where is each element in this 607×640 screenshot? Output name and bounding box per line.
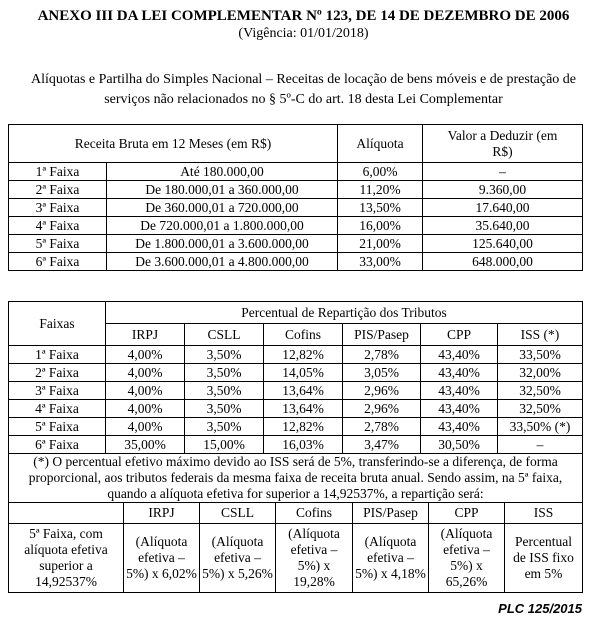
document-reference: PLC 125/2015 (498, 601, 582, 616)
table-cell: 43,40% (421, 418, 498, 436)
iss-footnote: (*) O percentual efetivo máximo devido ao ISS será de 5%, transferindo-se a diferença, de forma proporcional, aos tributos federais da mesma faixa de receita bruta anual. Sendo assim, na 5ª faixa, quando a alíquota efetiva for superior a 14,92537%, a repartição será: (9, 454, 583, 503)
table-cell: 4,00% (106, 382, 185, 400)
column-header-iss: ISS (505, 503, 583, 524)
aliquota-cell: 13,50% (338, 199, 423, 217)
deduzir-cell: 9.360,00 (423, 181, 583, 199)
table-cell: 33,50% (*) (498, 418, 583, 436)
table-cell: 2,78% (343, 346, 421, 364)
table-row (9, 199, 583, 217)
deduzir-cell: – (423, 163, 583, 181)
formula-cell: Percentual de ISS fixo em 5% (505, 524, 583, 593)
aliquota-cell: 6,00% (338, 163, 423, 181)
table-cell: 32,00% (498, 364, 583, 382)
faixa-cell: 6ª Faixa (9, 436, 106, 454)
footnote-row (9, 454, 583, 503)
table-row (9, 253, 583, 271)
table-reparticao-tributos (8, 301, 583, 503)
deduzir-cell: 35.640,00 (423, 217, 583, 235)
table-cell: 4,00% (106, 400, 185, 418)
table-aliquotas (8, 124, 583, 271)
deduzir-cell: 648.000,00 (423, 253, 583, 271)
column-header-irpj: IRPJ (106, 324, 185, 346)
aliquota-cell: 16,00% (338, 217, 423, 235)
table-cell: 4,00% (106, 346, 185, 364)
table-cell: 43,40% (421, 382, 498, 400)
table-cell: 2,96% (343, 382, 421, 400)
column-header-cpp: CPP (429, 503, 505, 524)
faixa-cell: 3ª Faixa (9, 382, 106, 400)
table-cell: 2,78% (343, 418, 421, 436)
table-cell: 16,03% (264, 436, 343, 454)
table-cell: 12,82% (264, 346, 343, 364)
table-cell: 3,50% (185, 364, 264, 382)
table-row (9, 400, 583, 418)
column-header-pis-pasep: PIS/Pasep (353, 503, 429, 524)
formula-cell: (Alíquota efetiva – 5%) x 19,28% (276, 524, 353, 593)
column-header-cofins: Cofins (264, 324, 343, 346)
table-cell: 3,50% (185, 346, 264, 364)
table-row (9, 163, 583, 181)
faixa-cell: 4ª Faixa (9, 217, 107, 235)
receita-cell: De 180.000,01 a 360.000,00 (107, 181, 338, 199)
column-header-cpp: CPP (421, 324, 498, 346)
table-row (9, 217, 583, 235)
column-header-receita: Receita Bruta em 12 Meses (em R$) (9, 125, 338, 163)
aliquota-cell: 11,20% (338, 181, 423, 199)
table-cell: 32,50% (498, 382, 583, 400)
table-cell: 13,64% (264, 382, 343, 400)
table-cell: 43,40% (421, 346, 498, 364)
table-row (9, 235, 583, 253)
formula-cell: (Alíquota efetiva – 5%) x 6,02% (124, 524, 200, 593)
vigencia-subtitle: (Vigência: 01/01/2018) (238, 26, 369, 41)
table-header-row (9, 503, 583, 524)
table-cell: 4,00% (106, 364, 185, 382)
column-header-iss: ISS (*) (498, 324, 583, 346)
faixa-cell: 3ª Faixa (9, 199, 107, 217)
formula-cell: (Alíquota efetiva – 5%) x 65,26% (429, 524, 505, 593)
table-cell: 4,00% (106, 418, 185, 436)
table-cell: 43,40% (421, 364, 498, 382)
column-header-csll: CSLL (200, 503, 276, 524)
faixa-cell: 5ª Faixa (9, 418, 106, 436)
table-cell: 35,00% (106, 436, 185, 454)
row-label-cell: 5ª Faixa, com alíquota efetiva superior a 14,92537% (9, 524, 124, 593)
receita-cell: De 720.000,01 a 1.800.000,00 (107, 217, 338, 235)
column-header-aliquota: Alíquota (338, 125, 423, 163)
table-row (9, 382, 583, 400)
faixa-cell: 1ª Faixa (9, 163, 107, 181)
table-cell: 15,00% (185, 436, 264, 454)
table-cell: 13,64% (264, 400, 343, 418)
formula-cell: (Alíquota efetiva – 5%) x 5,26% (200, 524, 276, 593)
column-header-pis-pasep: PIS/Pasep (343, 324, 421, 346)
table-cell: 30,50% (421, 436, 498, 454)
column-header-irpj: IRPJ (124, 503, 200, 524)
column-header-deduzir: Valor a Deduzir (em R$) (423, 125, 583, 163)
faixa-cell: 6ª Faixa (9, 253, 107, 271)
column-header-faixas: Faixas (9, 302, 106, 346)
table-cell: 43,40% (421, 400, 498, 418)
table-quinta-faixa-reparticao (8, 502, 583, 593)
table-cell: – (498, 436, 583, 454)
table-row (9, 524, 583, 593)
table-row (9, 346, 583, 364)
table-cell: 3,50% (185, 382, 264, 400)
table-caption: Alíquotas e Partilha do Simples Nacional – Receitas de locação de bens móveis e de prestação de serviços não relacionados no § 5º-C do art. 18 desta Lei Complementar (30, 72, 577, 107)
table-row (9, 181, 583, 199)
table-cell: 14,05% (264, 364, 343, 382)
table-cell: 2,96% (343, 400, 421, 418)
column-header-csll: CSLL (185, 324, 264, 346)
table-cell: 3,05% (343, 364, 421, 382)
receita-cell: De 360.000,01 a 720.000,00 (107, 199, 338, 217)
table-cell: 3,50% (185, 418, 264, 436)
faixa-cell: 2ª Faixa (9, 181, 107, 199)
column-header-cofins: Cofins (276, 503, 353, 524)
table-header-row (9, 302, 583, 324)
table-cell: 33,50% (498, 346, 583, 364)
table-cell: 12,82% (264, 418, 343, 436)
table-cell: 3,50% (185, 400, 264, 418)
aliquota-cell: 33,00% (338, 253, 423, 271)
group-header-reparticao: Percentual de Repartição dos Tributos (106, 302, 583, 324)
table-cell: 3,47% (343, 436, 421, 454)
table-cell: 32,50% (498, 400, 583, 418)
table-row (9, 418, 583, 436)
aliquota-cell: 21,00% (338, 235, 423, 253)
page-title: ANEXO III DA LEI COMPLEMENTAR Nº 123, DE 14 DE DEZEMBRO DE 2006 (37, 8, 570, 24)
faixa-cell: 1ª Faixa (9, 346, 106, 364)
formula-cell: (Alíquota efetiva – 5%) x 4,18% (353, 524, 429, 593)
table-header-row (9, 125, 583, 163)
receita-cell: Até 180.000,00 (107, 163, 338, 181)
receita-cell: De 1.800.000,01 a 3.600.000,00 (107, 235, 338, 253)
deduzir-cell: 17.640,00 (423, 199, 583, 217)
table-row (9, 436, 583, 454)
deduzir-cell: 125.640,00 (423, 235, 583, 253)
faixa-cell: 4ª Faixa (9, 400, 106, 418)
empty-corner-cell (9, 503, 124, 524)
faixa-cell: 2ª Faixa (9, 364, 106, 382)
table-row (9, 364, 583, 382)
receita-cell: De 3.600.000,01 a 4.800.000,00 (107, 253, 338, 271)
faixa-cell: 5ª Faixa (9, 235, 107, 253)
